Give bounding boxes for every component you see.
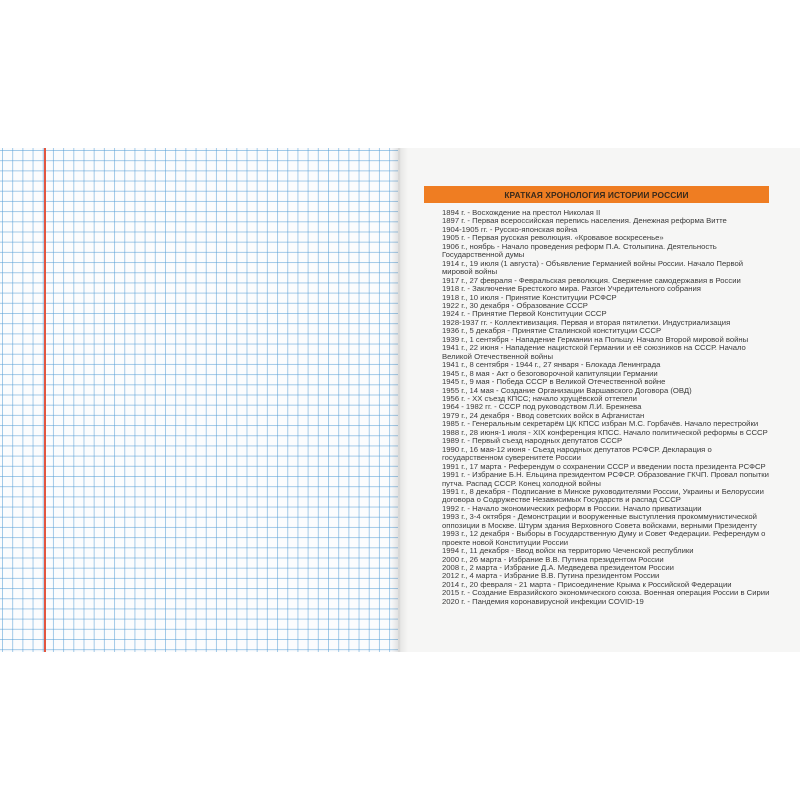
timeline-entry: 1955 г., 14 мая - Создание Организации Варшавского Договора (ОВД) bbox=[442, 385, 692, 395]
timeline-entry: 1945 г., 8 мая - Акт о безоговорочной капитуляции Германии bbox=[442, 368, 658, 378]
timeline-entry: 1904-1905 гг. - Русско-японская война bbox=[442, 224, 578, 234]
timeline-entry: 1905 г. - Первая русская революция. «Кровавое воскресенье» bbox=[442, 233, 664, 243]
grid-paper-page bbox=[0, 148, 398, 652]
page-gutter-shadow bbox=[390, 148, 408, 652]
timeline-entry: 1988 г., 28 июня-1 июля - XIX конференция КПСС. Начало политической реформы в СССР bbox=[442, 427, 768, 437]
timeline-entry: 1928-1937 гг. - Коллективизация. Первая и вторая пятилетки. Индустриализация bbox=[442, 317, 731, 327]
timeline-entry: 1964 - 1982 гг. - СССР под руководством Л.И. Брежнева bbox=[442, 402, 642, 412]
timeline-entry: 1939 г., 1 сентября - Нападение Германии на Польшу. Начало Второй мировой войны bbox=[442, 334, 749, 344]
timeline-entry: 1991 г., 8 декабря - Подписание в Минске руководителями России, Украины и Белоруссии договора о Содружестве Независимых Государств и распад СССР bbox=[442, 486, 764, 505]
timeline-entry: 2008 г., 2 марта - Избрание Д.А. Медведева президентом России bbox=[442, 563, 674, 573]
timeline-entry: 1993 г., 12 декабря - Выборы в Государственную Думу и Совет Федерации. Референдум о проекте новой Конституции России bbox=[442, 529, 766, 547]
timeline-entry: 1992 г. - Начало экономических реформ в России. Начало приватизации bbox=[442, 503, 702, 513]
timeline-entry: 2014 г., 20 февраля - 21 марта - Присоединение Крыма к Российской Федерации bbox=[442, 579, 732, 589]
timeline-entry: 1956 г. - XX съезд КПСС; начало хрущёвской оттепели bbox=[442, 393, 637, 403]
timeline-entry: 1991 г., 17 марта - Референдум о сохранении СССР и введении поста президента РСФСР bbox=[442, 461, 766, 471]
timeline-entry: 1894 г. - Восхождение на престол Николая II bbox=[442, 208, 601, 217]
timeline-entry: 1985 г. - Генеральным секретарём ЦК КПСС избран М.С. Горбачёв. Начало перестройки bbox=[442, 419, 759, 429]
timeline-entry: 1922 г., 30 декабря - Образование СССР bbox=[442, 300, 588, 310]
timeline-entry: 2000 г., 26 марта - Избрание В.В. Путина президентом России bbox=[442, 554, 664, 564]
chronology-page bbox=[398, 148, 800, 652]
timeline-entry: 1945 г., 9 мая - Победа СССР в Великой Отечественной войне bbox=[442, 377, 666, 387]
timeline-entry: 1993 г., 3-4 октября - Демонстрации и вооруженные выступления прокоммунистической оппозиции в Москве. Штурм здания Верховного Совета войсками, верными Президенту bbox=[442, 512, 757, 530]
timeline-entry: 1924 г. - Принятие Первой Конституции СССР bbox=[442, 309, 607, 319]
red-margin-line bbox=[44, 148, 46, 652]
page-title: КРАТКАЯ ХРОНОЛОГИЯ ИСТОРИИ РОССИИ bbox=[424, 186, 769, 203]
timeline-entry: 1918 г., 10 июля - Принятие Конституции РСФСР bbox=[442, 292, 617, 302]
timeline-entry: 1941 г., 8 сентября - 1944 г., 27 января - Блокада Ленинграда bbox=[442, 360, 661, 370]
timeline-entry: 1906 г., ноябрь - Начало проведения реформ П.А. Столыпина. Деятельность Государственной думы bbox=[442, 241, 717, 260]
timeline-entry: 1914 г., 19 июля (1 августа) - Объявление Германией войны России. Начало Первой мировой войны bbox=[442, 258, 744, 277]
timeline-entry: 1936 г., 5 декабря - Принятие Сталинской конституции СССР bbox=[442, 326, 662, 336]
timeline-entry: 1917 г., 27 февраля - Февральская революция. Свержение самодержавия в России bbox=[442, 275, 741, 285]
timeline-entry: 2012 г., 4 марта - Избрание В.В. Путина президентом России bbox=[442, 571, 660, 581]
timeline-entry: 1941 г., 22 июня - Нападение нацистской Германии и её союзников на СССР. Начало Великой Отечественной войны bbox=[442, 343, 746, 361]
timeline-entry: 2015 г. - Создание Евразийского экономического союза. Военная операция России в Сирии bbox=[442, 588, 770, 598]
timeline-entry: 1989 г. - Первый съезд народных депутатов СССР bbox=[442, 436, 623, 446]
timeline-entry: 1991 г. - Избрание Б.Н. Ельцина президентом РСФСР. Образование ГКЧП. Провал попытки путча. Распад СССР. Конец холодной войны bbox=[442, 470, 769, 488]
timeline-entry: 1897 г. - Первая всероссийская перепись населения. Денежная реформа Витте bbox=[442, 216, 727, 226]
notebook-spread bbox=[0, 148, 800, 652]
timeline-entry: 1990 г., 16 мая-12 июня - Съезд народных депутатов РСФСР. Декларация о государственном суверенитете России bbox=[442, 444, 712, 463]
timeline-entry: 1918 г. - Заключение Брестского мира. Разгон Учредительного собрания bbox=[442, 284, 701, 294]
timeline-entry: 2020 г. - Пандемия коронавирусной инфекции COVID-19 bbox=[442, 596, 644, 606]
timeline-entry: 1994 г., 11 декабря - Ввод войск на территорию Чеченской республики bbox=[442, 546, 694, 556]
timeline-entry: 1979 г., 24 декабря - Ввод советских войск в Афганистан bbox=[442, 410, 645, 420]
chronology-list bbox=[442, 209, 772, 606]
